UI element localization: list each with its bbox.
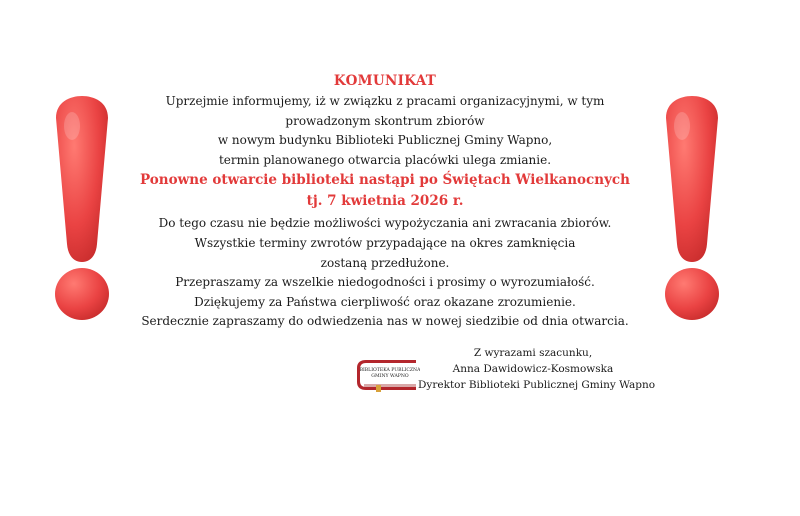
notice <box>140 70 630 332</box>
intro-line: termin planowanego otwarcia placówki ulega zmianie. <box>218 152 552 167</box>
body-line: Przepraszamy za wszelkie niedogodności i prosimy o wyrozumiałość. <box>175 275 595 290</box>
body-line: Dziękujemy za Państwa cierpliwość oraz okazane zrozumienie. <box>194 294 576 309</box>
notice-title: KOMUNIKAT <box>333 73 437 89</box>
signature-name: Anna Dawidowicz-Kosmowska <box>452 363 614 375</box>
intro-line: Uprzejmie informujemy, iż w związku z pracami organizacyjnymi, w tym <box>165 94 605 108</box>
logo-text-line2: GMINY WAPNO <box>371 374 409 379</box>
signature-greeting: Z wyrazami szacunku, <box>473 347 593 359</box>
signature <box>418 345 656 393</box>
library-logo <box>354 358 420 392</box>
intro-line: w nowym budynku Biblioteki Publicznej Gminy Wapno, <box>217 133 553 148</box>
body-line: Serdecznie zapraszamy do odwiedzenia nas w nowej siedzibie od dnia otwarcia. <box>141 314 629 329</box>
exclamation-left-icon <box>50 96 114 322</box>
body-line: zostaną przedłużone. <box>320 255 450 270</box>
reopening-announcement: Ponowne otwarcie biblioteki nastąpi po Świętach Wielkanocnych <box>140 172 630 189</box>
reopening-date: tj. 7 kwietnia 2026 r. <box>306 193 464 210</box>
exclamation-right-icon <box>660 96 724 322</box>
body-line: Do tego czasu nie będzie możliwości wypożyczania ani zwracania zbiorów. <box>158 216 612 231</box>
logo-text-line1: BIBLIOTEKA PUBLICZNA <box>359 368 420 373</box>
signature-role: Dyrektor Biblioteki Publicznej Gminy Wapno <box>418 379 656 391</box>
body-line: Wszystkie terminy zwrotów przypadające na okres zamknięcia <box>194 235 576 250</box>
intro-line: prowadzonym skontrum zbiorów <box>285 113 485 128</box>
